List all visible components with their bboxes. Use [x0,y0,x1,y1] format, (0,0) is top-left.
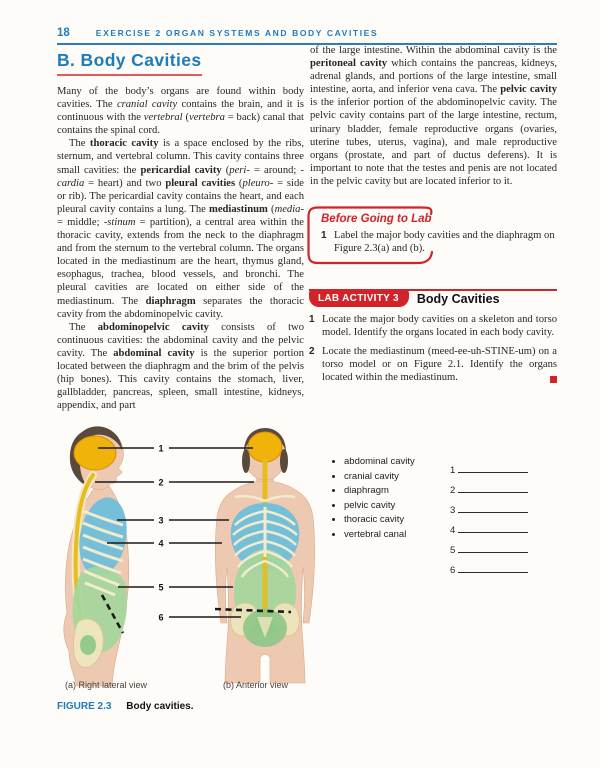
term: • vertebral canal [344,528,415,543]
blank-line [458,463,528,473]
blank-line [458,503,528,513]
section-end-marker [550,376,557,383]
right-column [310,44,557,188]
caption-lateral-view: (a) Right lateral view [65,680,148,690]
lab-activity-item [309,345,557,384]
paragraph: The thoracic cavity is a space enclosed by the ribs, sternum, and vertebral column. This cavity contains three small cavities: the pericardial cavity (peri- = around; -cardia = heart) and two pleural cavities (pleuro- = side or rib). The pericardial cavity contains the heart, and each pleural cavity contains a lung. The mediastinum (media- = middle; -stinum = partition), a central area within the thoracic cavity, extends from the neck to the diaphragm and from the sternum to the vertebral column. The organs located in the mediastinum are the heart, thymus gland, esophagus, trachea, blood vessels, and bronchi. The pleural cavities are located on either side of the mediastinum. The diaphragm separates the thoracic cavity from the abdominopelvic cavity. [57,138,304,320]
caption-anterior-view: (b) Anterior view [223,680,289,690]
running-head [57,27,557,45]
answer-blank-5: 5 [450,543,528,556]
term: • abdominal cavity [344,455,415,470]
cranial-cavity-region [74,436,116,470]
anterior-view-figure [215,428,315,683]
lab-activity-title: Body Cavities [416,292,500,306]
lateral-view-figure [64,426,133,686]
cranial-cavity-region [248,432,282,462]
lab-activity-header [309,290,557,307]
answer-blank-1: 1 [450,463,528,476]
figure-caption-text: Body cavities. [126,701,194,712]
figure-caption [57,701,194,712]
term: • pelvic cavity [344,499,415,514]
leader-label-4: 4 [158,538,164,549]
blank-line [458,563,528,573]
pelvic-cavity-region [80,635,96,655]
running-title: EXERCISE 2 ORGAN SYSTEMS AND BODY CAVITIES [95,28,379,38]
leader-label-3: 3 [158,515,164,526]
leader-label-5: 5 [158,582,164,593]
blank-line [458,543,528,553]
lab-activity-item [309,313,557,339]
answer-blank-3: 3 [450,503,528,516]
item-number: 1 [309,314,315,325]
page-number: 18 [57,27,70,39]
answer-blank-2: 2 [450,483,528,496]
term: • cranial cavity [344,470,415,485]
leader-label-2: 2 [158,477,164,488]
item-text: Locate the major body cavities on a skeleton and torso model. Identify the organs located in each body cavity. [322,314,557,339]
term: • thoracic cavity [344,513,415,528]
left-column [57,85,304,412]
term: • diaphragm [344,484,415,499]
before-lab-item [309,229,557,255]
item-text: Locate the mediastinum (meed-ee-uh-STINE-um) on a torso model or on Figure 2.1. Identify the organs located within the mediastinum. [322,346,557,384]
before-lab-title: Before Going to Lab [321,213,432,225]
paragraph: Many of the body’s organs are found within body cavities. The cranial cavity contains the brain, and it is continuous with the vertebral (vertebra = back) canal that contains the spinal cord. [57,86,304,137]
section-title: B. Body Cavities [57,50,202,76]
blank-line [458,483,528,493]
body-cavities-illustration [57,425,322,687]
figure-label: FIGURE 2.3 [57,701,112,712]
paragraph: of the large intestine. Within the abdominal cavity is the peritoneal cavity which contains the pancreas, kidneys, adrenal glands, and portions of the large intestine, small intestine, aorta, and inferior vena cava. The pelvic cavity is the inferior portion of the abdominopelvic cavity. The pelvic cavity contains part of the large intestine, rectum, urinary bladder, female reproductive organs (ovaries, uterine tubes, uterus, vagina), and male reproductive organs (prostate, and part of ductus deferens). It is important to note that the testes and penis are not located in the pelvic cavity but are located inferior to it. [310,45,557,187]
answer-blank-6: 6 [450,563,528,576]
item-number: 2 [309,346,315,358]
paragraph: The abdominopelvic cavity consists of two continuous cavities: the abdominal cavity and the pelvic cavity. The abdominal cavity is the superior portion located between the diaphragm and the brim of the pelvis (hip bones). This cavity contains the stomach, liver, gallbladder, pancreas, spleen, small intestine, kidneys, appendix, and part [57,321,304,412]
lab-activity-section [309,289,557,384]
figure-2-3 [57,425,557,725]
blank-line [458,523,528,533]
item-number: 1 [321,230,327,241]
leader-label-6: 6 [158,612,164,623]
leader-label-1: 1 [158,443,164,454]
before-going-to-lab-box [309,205,557,267]
answer-blank-4: 4 [450,523,528,536]
term-word-bank [332,455,415,543]
lab-activity-badge: LAB ACTIVITY 3 [309,290,409,307]
item-text: Label the major body cavities and the diaphragm on Figure 2.3(a) and (b). [334,230,555,255]
